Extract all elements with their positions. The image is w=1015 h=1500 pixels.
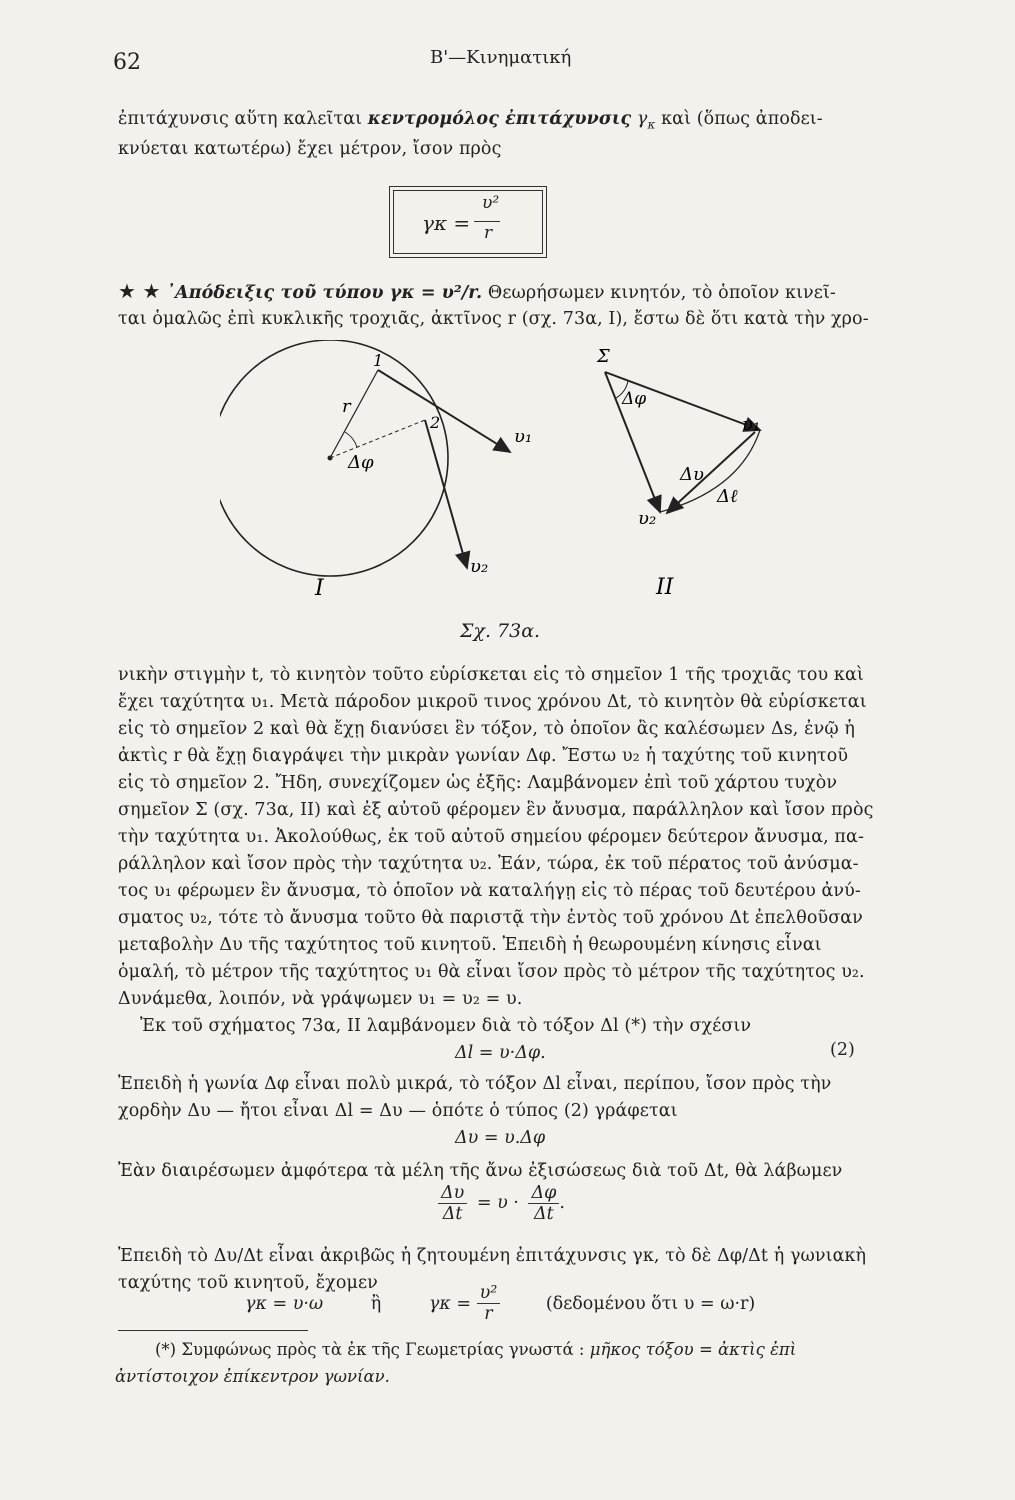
body-line-11: μεταβολὴν Δυ τῆς ταχύτητος τοῦ κινητοῦ. Ἐπειδὴ ἡ θεωρουμένη κίνησις εἶναι xyxy=(118,935,822,955)
equation-2-number: (2) xyxy=(830,1040,855,1060)
circle-trajectory xyxy=(220,340,448,576)
body-line-3: εἰς τὸ σημεῖον 2 καὶ θὰ ἔχῃ διανύσει ἓν τόξον, τὸ ὁποῖον ἂς καλέσωμεν Δs, ἐνῷ ἡ xyxy=(118,719,855,739)
equation-5: γκ = υ·ω ἢ γκ = $\frac{\text{υ²}}{r}$ (δεδομένου ὅτι υ = ω·r) xyxy=(245,1283,756,1324)
radius-1 xyxy=(330,370,378,458)
intro-line-1: ἐπιτάχυνσις αὕτη καλεῖται κεντρομόλος ἐπιτάχυνσις $\gamma_\kappa$ καὶ (ὅπως ἀποδει- xyxy=(118,109,823,132)
footnote-rule xyxy=(118,1330,308,1331)
body-line-9: τος υ₁ φέρωμεν ἓν ἄνυσμα, τὸ ὁποῖον νὰ καταλήγῃ εἰς τὸ πέρας τοῦ δευτέρου ἀνύ- xyxy=(118,881,861,901)
label-dphi: Δφ xyxy=(348,452,374,473)
label-v1: υ₁ xyxy=(514,426,533,447)
vector-v1 xyxy=(378,370,510,452)
body-line-13: Δυνάμεθα, λοιπόν, νὰ γράψωμεν υ₁ = υ₂ = υ. xyxy=(118,989,523,1009)
label-II: II xyxy=(656,575,674,600)
angle-arc-1 xyxy=(345,432,357,447)
stars-icon: ★ ★ xyxy=(118,279,161,303)
term-centripetal: κεντρομόλος ἐπιτάχυνσις xyxy=(367,109,632,129)
vector-v2 xyxy=(425,420,467,568)
body-line-18: Ἐπειδὴ τὸ Δυ/Δt εἶναι ἀκριβῶς ἡ ζητουμένη ἐπιτάχυνσις γκ, τὸ δὲ Δφ/Δt ἡ γωνιακὴ xyxy=(118,1246,867,1266)
label-v1-copy: υ₁ xyxy=(742,414,761,435)
body-line-8: ράλληλον καὶ ἴσον πρὸς τὴν ταχύτητα υ₂. Ἐάν, τώρα, ἐκ τοῦ πέρατος τοῦ ἀνύσμα- xyxy=(118,854,859,874)
label-I: I xyxy=(315,576,324,601)
proof-line-2: ται ὁμαλῶς ἐπὶ κυκλικῆς τροχιᾶς, ἀκτῖνος r (σχ. 73α, I), ἔστω δὲ ὅτι κατὰ τὴν χρο- xyxy=(118,309,869,329)
label-point-1: 1 xyxy=(373,351,384,370)
body-line-2: ἔχει ταχύτητα υ₁. Μετὰ πάροδον μικροῦ τινος χρόνου Δt, τὸ κινητὸν θὰ εὑρίσκεται xyxy=(118,692,867,712)
body-line-17: Ἐὰν διαιρέσωμεν ἀμφότερα τὰ μέλη τῆς ἄνω ἐξισώσεως διὰ τοῦ Δt, θὰ λάβωμεν xyxy=(118,1161,843,1181)
label-dphi-2: Δφ xyxy=(622,389,647,409)
figure-73a xyxy=(220,340,800,620)
radius-2 xyxy=(330,420,425,458)
running-header: Β'—Κινηματική xyxy=(430,47,572,68)
label-point-2: 2 xyxy=(430,413,441,432)
body-line-7: τὴν ταχύτητα υ₁. Ἀκολούθως, ἐκ τοῦ αὐτοῦ σημείου φέρομεν δεύτερον ἄνυσμα, πα- xyxy=(118,827,864,847)
body-line-1: νικὴν στιγμὴν t, τὸ κινητὸν τοῦτο εὑρίσκεται εἰς τὸ σημεῖον 1 τῆς τροχιᾶς του καὶ xyxy=(118,665,864,685)
proof-title: ᾿Απόδειξις τοῦ τύπου γκ = υ²/r. xyxy=(166,283,483,303)
body-line-14: Ἐκ τοῦ σχήματος 73α, II λαμβάνομεν διὰ τὸ τόξον Δl (*) τὴν σχέσιν xyxy=(140,1016,752,1036)
body-line-5: εἰς τὸ σημεῖον 2. Ἤδη, συνεχίζομεν ὡς ἑξῆς: Λαμβάνομεν ἐπὶ τοῦ χάρτου τυχὸν xyxy=(118,773,838,793)
label-dl: Δℓ xyxy=(717,486,738,507)
body-line-12: ὁμαλή, τὸ μέτρον τῆς ταχύτητος υ₁ θὰ εἶναι ἴσον πρὸς τὸ μέτρον τῆς ταχύτητος υ₂. xyxy=(118,962,865,982)
body-line-10: σματος υ₂, τότε τὸ ἄνυσμα τοῦτο θὰ παριστᾷ τὴν ἐντὸς τοῦ χρόνου Δt ἐπελθοῦσαν xyxy=(118,908,863,928)
body-line-19: ταχύτης τοῦ κινητοῦ, ἔχομεν xyxy=(118,1273,378,1293)
boxed-formula: γκ = υ² r xyxy=(393,190,543,254)
intro-line-2: κνύεται κατωτέρω) ἔχει μέτρον, ἴσον πρὸς xyxy=(118,139,502,159)
label-v2-copy: υ₂ xyxy=(638,508,657,529)
equation-3: Δυ = υ.Δφ xyxy=(455,1128,546,1148)
body-line-4: ἀκτὶς r θὰ ἔχῃ διαγράψει τὴν μικρὰν γωνίαν Δφ. Ἔστω υ₂ ἡ ταχύτης τοῦ κινητοῦ xyxy=(118,746,849,766)
body-line-6: σημεῖον Σ (σχ. 73α, II) καὶ ἐξ αὐτοῦ φέρομεν ἓν ἄνυσμα, παράλληλον καὶ ἴσον πρὸς xyxy=(118,800,874,820)
label-sigma: Σ xyxy=(597,346,610,367)
page-number: 62 xyxy=(113,50,141,75)
figure-caption: Σχ. 73α. xyxy=(460,620,541,642)
label-r: r xyxy=(342,396,351,417)
equation-2: Δl = υ·Δφ. xyxy=(455,1043,546,1063)
label-v2: υ₂ xyxy=(470,556,489,577)
equation-4: $\frac{\Delta\upsilon}{\Delta t}$ = υ · $\frac{\Delta\varphi}{\Delta t}$ . xyxy=(438,1183,565,1224)
body-line-16: χορδὴν Δυ — ἤτοι εἶναι Δl = Δυ — ὁπότε ὁ τύπος (2) γράφεται xyxy=(118,1101,678,1121)
proof-line-1: ★ ★ ᾿Απόδειξις τοῦ τύπου γκ = υ²/r. Θεωρήσωμεν κινητόν, τὸ ὁποῖον κινεῖ- xyxy=(118,279,836,303)
label-dv: Δυ xyxy=(680,464,704,485)
body-line-15: Ἐπειδὴ ἡ γωνία Δφ εἶναι πολὺ μικρά, τὸ τόξον Δl εἶναι, περίπου, ἴσον πρὸς τὴν xyxy=(118,1074,832,1094)
footnote: (*) Συμφώνως πρὸς τὰ ἐκ τῆς Γεωμετρίας γνωστά : μῆκος τόξου = ἀκτὶς ἐπὶ ἀντίστοιχον ἐπίκεντρον γωνίαν. xyxy=(115,1340,797,1386)
